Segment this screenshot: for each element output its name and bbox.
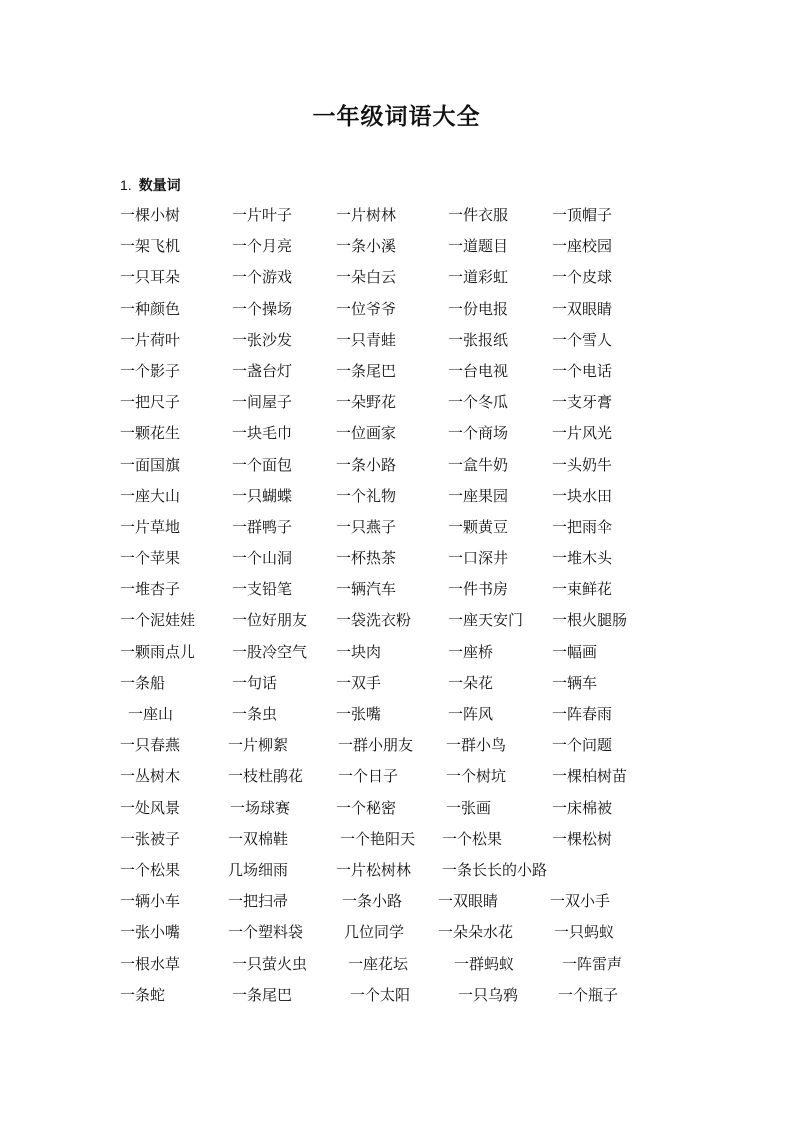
word-row	[0, 640, 793, 671]
word-item: 一头奶牛	[552, 455, 613, 474]
word-item: 一个影子	[120, 361, 181, 380]
word-row	[0, 234, 793, 265]
word-item: 一群鸭子	[232, 517, 293, 536]
word-item: 一口深井	[448, 549, 509, 568]
word-item: 一朵野花	[336, 393, 397, 412]
word-item: 一座果园	[448, 486, 509, 505]
word-item: 一件书房	[448, 580, 509, 599]
word-item: 一盒牛奶	[448, 455, 509, 474]
word-item: 一辆车	[552, 673, 598, 692]
word-item: 一根水草	[120, 954, 181, 973]
word-row	[0, 328, 793, 359]
word-item: 一片柳絮	[228, 736, 289, 755]
word-item: 一座桥	[448, 642, 494, 661]
word-row	[0, 515, 793, 546]
word-item: 一场球赛	[230, 798, 291, 817]
word-item: 一条蛇	[120, 985, 166, 1004]
word-item: 一台电视	[448, 361, 509, 380]
word-item: 一张嘴	[336, 705, 382, 723]
word-item: 一片荷叶	[120, 330, 181, 349]
word-item: 一张报纸	[448, 330, 509, 349]
word-item: 一个冬瓜	[448, 393, 509, 412]
word-row	[0, 390, 793, 421]
word-row	[0, 421, 793, 452]
word-item: 一顶帽子	[552, 206, 613, 224]
word-item: 一座校园	[552, 237, 613, 256]
section-heading	[120, 175, 181, 195]
word-item: 一辆小车	[120, 892, 181, 911]
word-item: 一座天安门	[448, 611, 524, 630]
word-item: 一杯热茶	[336, 549, 397, 568]
word-item: 一个松果	[120, 860, 181, 879]
word-item: 一个操场	[232, 299, 293, 318]
word-row	[0, 608, 793, 639]
word-item: 一双小手	[550, 892, 611, 911]
word-item: 一位爷爷	[336, 299, 397, 318]
word-item: 一个塑料袋	[228, 923, 304, 942]
word-item: 一只燕子	[336, 517, 397, 536]
word-item: 一片树林	[336, 206, 397, 224]
word-row	[0, 203, 793, 234]
word-row	[0, 359, 793, 390]
word-item: 一条小溪	[336, 237, 397, 256]
word-item: 一只青蛙	[336, 330, 397, 349]
word-item: 一只蝴蝶	[232, 486, 293, 505]
word-item: 一个日子	[338, 767, 399, 786]
word-item: 几场细雨	[228, 860, 289, 879]
word-item: 一枝杜鹃花	[228, 767, 304, 786]
word-item: 一个太阳	[350, 985, 411, 1004]
word-item: 一朵朵水花	[438, 923, 514, 942]
word-item: 一个月亮	[232, 237, 293, 256]
section-number: 1.	[120, 177, 132, 193]
word-item: 一个商场	[448, 424, 509, 443]
word-item: 一条小路	[342, 892, 403, 911]
word-item: 一张小嘴	[120, 923, 181, 942]
word-item: 一架飞机	[120, 237, 181, 256]
word-item: 一朵花	[448, 673, 494, 692]
word-item: 一个礼物	[336, 486, 397, 505]
word-item: 一个雪人	[552, 330, 613, 349]
word-item: 一道题目	[448, 237, 509, 256]
word-item: 一个山洞	[232, 549, 293, 568]
word-row	[0, 889, 793, 920]
word-item: 一阵春雨	[552, 705, 613, 723]
word-row	[0, 297, 793, 328]
word-item: 一位画家	[336, 424, 397, 443]
word-item: 一双手	[336, 673, 382, 692]
word-item: 一只萤火虫	[232, 954, 308, 973]
word-item: 一只耳朵	[120, 268, 181, 287]
word-item: 一条小路	[336, 455, 397, 474]
word-item: 一个苹果	[120, 549, 181, 568]
word-item: 一颗花生	[120, 424, 181, 443]
word-item: 一丛树木	[120, 767, 181, 786]
word-item: 一张被子	[120, 829, 181, 848]
word-row	[0, 983, 793, 1014]
section-title: 数量词	[138, 178, 181, 194]
word-item: 一个秘密	[336, 798, 397, 817]
word-item: 一条虫	[232, 705, 278, 723]
word-item: 一个泥娃娃	[120, 611, 196, 630]
word-item: 一个面包	[232, 455, 293, 474]
word-item: 一座山	[128, 705, 174, 723]
word-item: 一片松树林	[336, 860, 412, 879]
word-item: 一个游戏	[232, 268, 293, 287]
word-item: 一张沙发	[232, 330, 293, 349]
word-item: 一双眼睛	[552, 299, 613, 318]
word-item: 一块水田	[552, 486, 613, 505]
word-item: 一片风光	[552, 424, 613, 443]
word-item: 一把尺子	[120, 393, 181, 412]
word-item: 一片叶子	[232, 206, 293, 224]
word-item: 一袋洗衣粉	[336, 611, 412, 630]
word-item: 一条尾巴	[232, 985, 293, 1004]
word-row	[0, 920, 793, 951]
word-row	[0, 484, 793, 515]
word-row	[0, 577, 793, 608]
word-item: 一根火腿肠	[552, 611, 628, 630]
word-item: 一座花坛	[348, 954, 409, 973]
word-item: 一只蚂蚁	[554, 923, 615, 942]
word-row	[0, 702, 793, 733]
word-item: 一片草地	[120, 517, 181, 536]
word-item: 一股冷空气	[232, 642, 308, 661]
word-item: 一堆杏子	[120, 580, 181, 599]
word-row	[0, 671, 793, 702]
word-item: 一只春燕	[120, 736, 181, 755]
word-row	[0, 265, 793, 296]
word-item: 一条尾巴	[336, 361, 397, 380]
word-item: 一双棉鞋	[228, 829, 289, 848]
word-item: 一束鲜花	[552, 580, 613, 599]
word-item: 一个皮球	[552, 268, 613, 287]
word-item: 一个松果	[442, 829, 503, 848]
word-item: 一个电话	[552, 361, 613, 380]
word-item: 一朵白云	[336, 268, 397, 287]
word-item: 一颗雨点儿	[120, 642, 196, 661]
word-row	[0, 827, 793, 858]
word-item: 一棵松树	[552, 829, 613, 848]
word-item: 一块毛巾	[232, 424, 293, 443]
word-item: 一件衣服	[448, 206, 509, 224]
word-item: 一张画	[446, 798, 492, 817]
word-item: 一只乌鸦	[458, 985, 519, 1004]
word-row	[0, 764, 793, 795]
word-item: 一双眼睛	[438, 892, 499, 911]
word-item: 一辆汽车	[336, 580, 397, 599]
word-item: 一阵雷声	[562, 954, 623, 973]
word-item: 一支铅笔	[232, 580, 293, 599]
word-item: 一堆木头	[552, 549, 613, 568]
word-item: 几位同学	[344, 923, 405, 942]
word-item: 一把扫帚	[228, 892, 289, 911]
word-row	[0, 453, 793, 484]
word-item: 一道彩虹	[448, 268, 509, 287]
word-item: 一种颜色	[120, 299, 181, 318]
word-item: 一群小朋友	[338, 736, 414, 755]
word-item: 一间屋子	[232, 393, 293, 412]
word-item: 一群小鸟	[446, 736, 507, 755]
word-row	[0, 546, 793, 577]
word-item: 一个问题	[552, 736, 613, 755]
word-item: 一份电报	[448, 299, 509, 318]
word-item: 一幅画	[552, 642, 598, 661]
word-item: 一棵小树	[120, 206, 181, 224]
word-item: 一面国旗	[120, 455, 181, 474]
page-title: 一年级词语大全	[312, 104, 481, 130]
word-item: 一条船	[120, 673, 166, 692]
word-item: 一块肉	[336, 642, 382, 661]
word-item: 一个瓶子	[558, 985, 619, 1004]
word-item: 一句话	[232, 673, 278, 692]
word-list	[0, 203, 793, 1014]
word-item: 一个艳阳天	[340, 829, 416, 848]
word-item: 一支牙膏	[552, 393, 613, 412]
word-row	[0, 733, 793, 764]
word-item: 一处风景	[120, 798, 181, 817]
word-item: 一棵柏树苗	[552, 767, 628, 786]
word-row	[0, 952, 793, 983]
word-row	[0, 796, 793, 827]
word-item: 一群蚂蚁	[454, 954, 515, 973]
word-item: 一床棉被	[552, 798, 613, 817]
word-item: 一条长长的小路	[442, 860, 548, 879]
word-item: 一位好朋友	[232, 611, 308, 630]
word-item: 一把雨伞	[552, 517, 613, 536]
word-item: 一座大山	[120, 486, 181, 505]
word-item: 一颗黄豆	[448, 517, 509, 536]
word-row	[0, 858, 793, 889]
word-item: 一盏台灯	[232, 361, 293, 380]
word-item: 一阵风	[448, 705, 494, 723]
word-item: 一个树坑	[446, 767, 507, 786]
